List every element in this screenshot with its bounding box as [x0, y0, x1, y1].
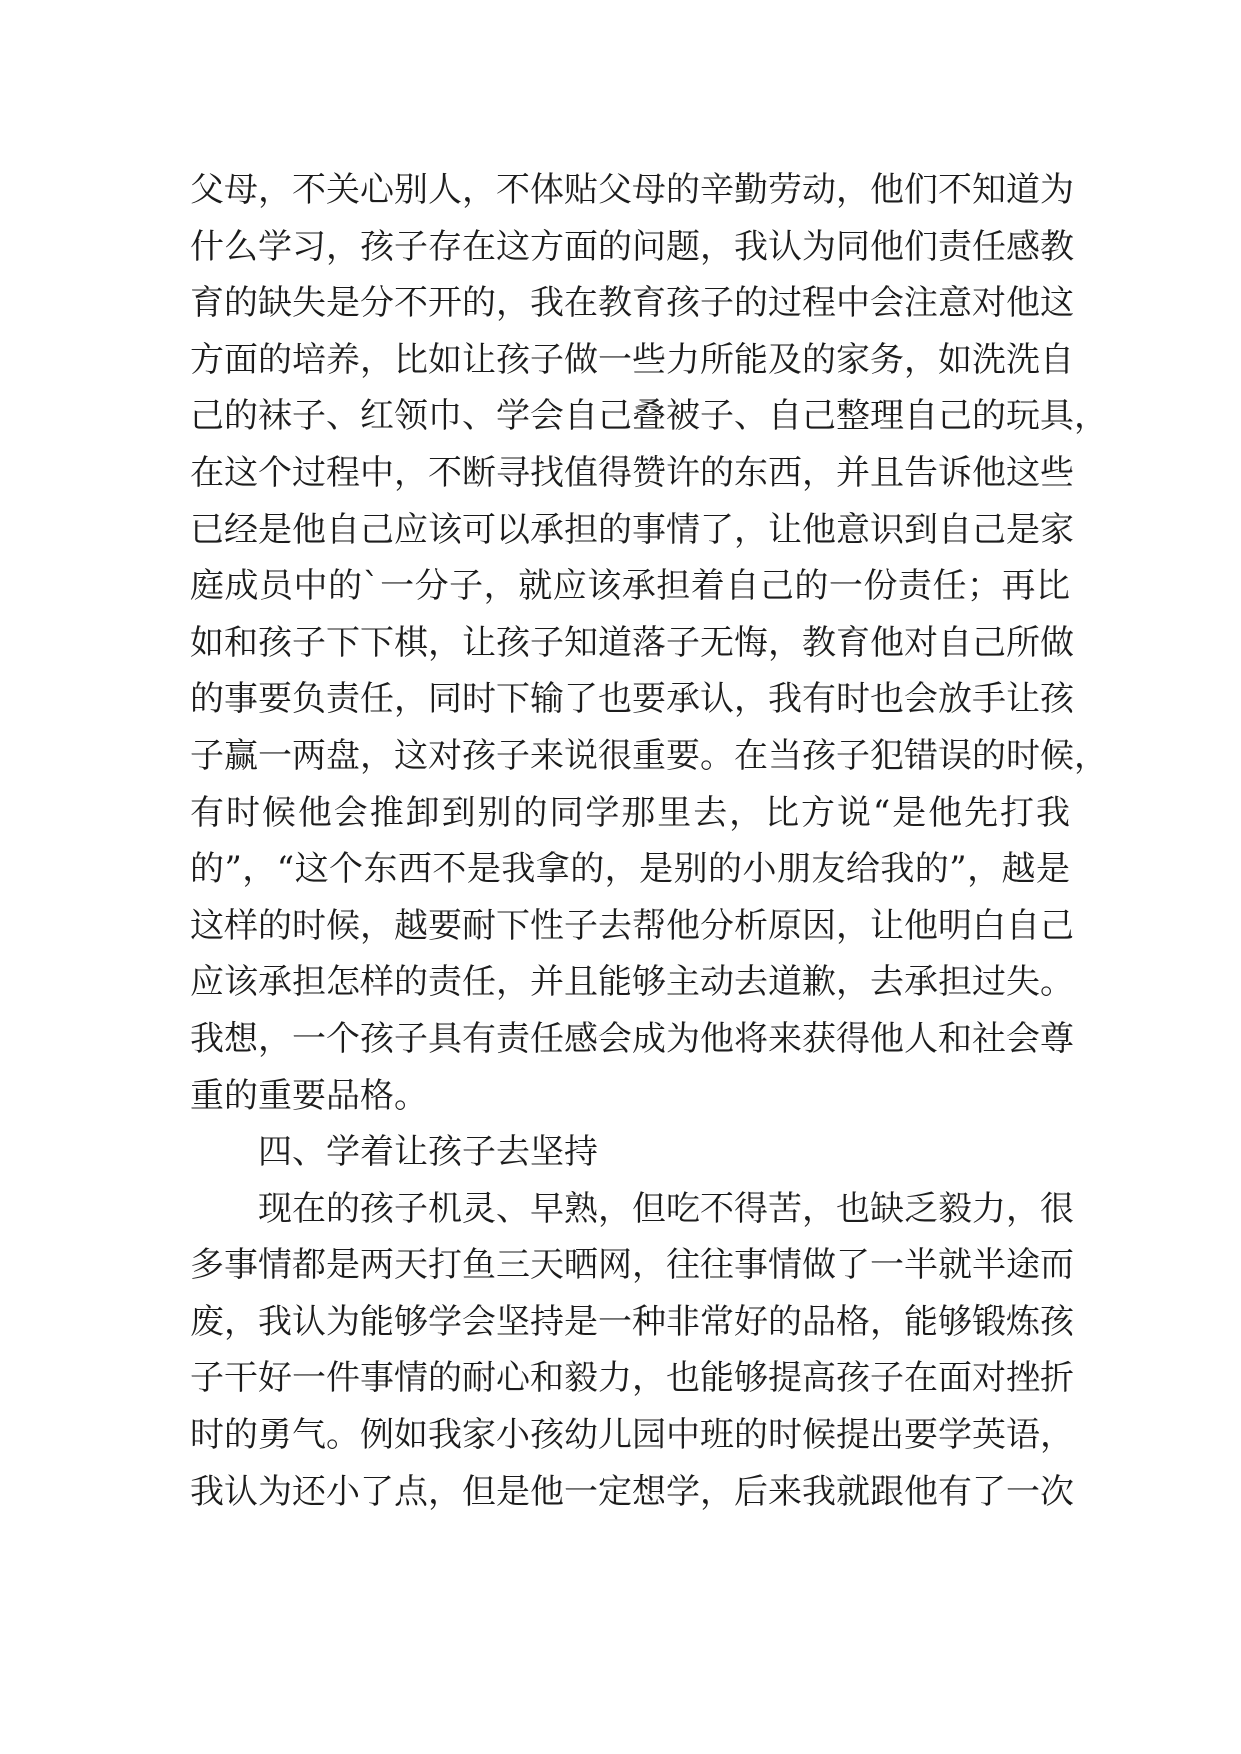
text-line: 应该承担怎样的责任，并且能够主动去道歉，去承担过失。: [190, 962, 1074, 1003]
text-line: 已经是他自己应该可以承担的事情了，让他意识到自己是家: [190, 509, 1074, 550]
text-line: 庭成员中的`一分子，就应该承担着自己的一份责任；再比: [190, 566, 1070, 607]
text-line: 这样的时候，越要耐下性子去帮他分析原因，让他明白自己: [190, 905, 1074, 946]
text-line: 时的勇气。例如我家小孩幼儿园中班的时候提出要学英语，: [190, 1415, 1074, 1456]
text-line: 什么学习，孩子存在这方面的问题，我认为同他们责任感教: [190, 226, 1074, 267]
text-line: 父母，不关心别人，不体贴父母的辛勤劳动，他们不知道为: [190, 170, 1074, 210]
text-line: 的事要负责任，同时下输了也要承认，我有时也会放手让孩: [190, 679, 1074, 720]
text-line: 的”，“这个东西不是我拿的，是别的小朋友给我的”，越是: [190, 849, 1070, 890]
text-line: 我想，一个孩子具有责任感会成为他将来获得他人和社会尊: [190, 1018, 1074, 1059]
text-line: 育的缺失是分不开的，我在教育孩子的过程中会注意对他这: [190, 283, 1074, 324]
text-line: 废，我认为能够学会坚持是一种非常好的品格，能够锻炼孩: [190, 1301, 1074, 1342]
document-body: [190, 162, 1108, 1520]
text-line: 我认为还小了点，但是他一定想学，后来我就跟他有了一次: [190, 1471, 1074, 1512]
text-line: 多事情都是两天打鱼三天晒网，往往事情做了一半就半途而: [190, 1245, 1074, 1286]
text-line: 在这个过程中，不断寻找值得赞许的东西，并且告诉他这些: [190, 452, 1074, 493]
text-line: 己的袜子、红领巾、学会自己叠被子、自己整理自己的玩具，: [190, 396, 1108, 437]
text-line: 如和孩子下下棋，让孩子知道落子无悔，教育他对自己所做: [190, 622, 1074, 663]
section-heading: 四、学着让孩子去坚持: [190, 1132, 598, 1173]
text-line: 方面的培养，比如让孩子做一些力所能及的家务，如洗洗自: [190, 339, 1074, 380]
text-line: 子赢一两盘，这对孩子来说很重要。在当孩子犯错误的时候，: [190, 735, 1108, 776]
text-line: 现在的孩子机灵、早熟，但吃不得苦，也缺乏毅力，很: [190, 1188, 1074, 1229]
text-line: 重的重要品格。: [190, 1075, 428, 1116]
text-line: 有时候他会推卸到别的同学那里去，比方说“是他先打我: [190, 792, 1070, 833]
text-line: 子干好一件事情的耐心和毅力，也能够提高孩子在面对挫折: [190, 1358, 1074, 1399]
